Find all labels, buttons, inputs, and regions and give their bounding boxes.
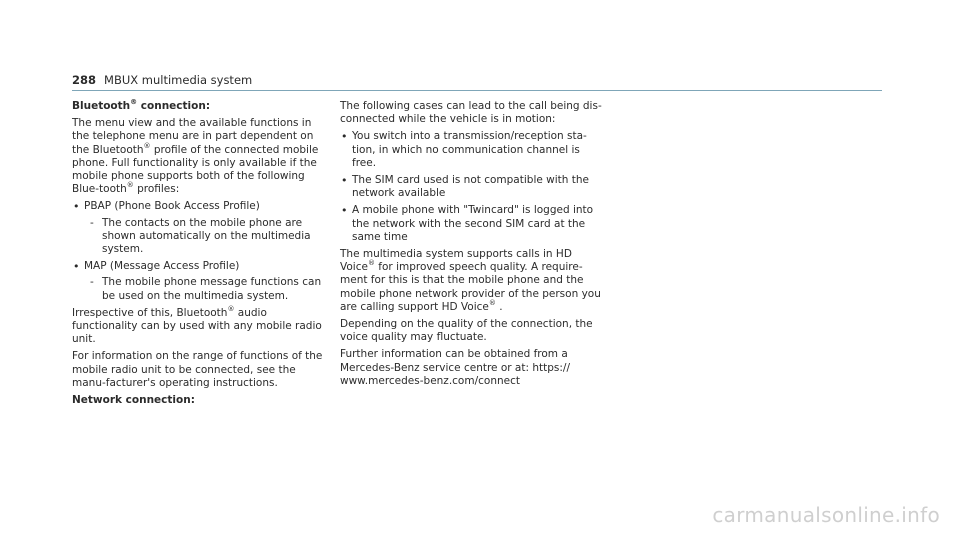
page-header bbox=[72, 73, 252, 87]
watermark: carmanualsonline.info bbox=[712, 503, 940, 527]
list-item: • The SIM card used is not compatible with the network available bbox=[340, 174, 602, 200]
profile-list bbox=[72, 200, 324, 302]
left-column bbox=[72, 100, 324, 411]
list-item-detail: - The contacts on the mobile phone are shown automatically on the multimedia system. bbox=[84, 217, 324, 257]
section-title: MBUX multimedia system bbox=[104, 73, 253, 87]
range-paragraph: For information on the range of functions of the mobile radio unit to be connected, see the manu-facturer's operating instructions. bbox=[72, 350, 323, 389]
page-number: 288 bbox=[72, 73, 97, 87]
list-item: • You switch into a transmission/reception sta-tion, in which no communication channel is free. bbox=[340, 130, 602, 170]
list-item-detail: - The mobile phone message functions can be used on the multimedia system. bbox=[84, 276, 324, 302]
header-rule bbox=[72, 90, 882, 91]
bluetooth-heading: Bluetooth® connection: bbox=[72, 98, 211, 112]
quality-paragraph: Depending on the quality of the connection, the voice quality may fluctuate. bbox=[340, 318, 593, 344]
list-item: • A mobile phone with "Twincard" is logged into the network with the second SIM card at the same time bbox=[340, 204, 602, 244]
network-heading: Network connection: bbox=[72, 394, 195, 407]
disconnect-intro: The following cases can lead to the call being dis-connected while the vehicle is in motion: bbox=[340, 100, 602, 126]
list-item: • PBAP (Phone Book Access Profile) - The contacts on the mobile phone are shown automatically on the multimedia system. bbox=[72, 200, 324, 256]
bluetooth-paragraph: The menu view and the available functions in the telephone menu are in part dependent on the Bluetooth® profile of the connected mobile phone. Full functionality is only available if the mobile phone supports both of the following Blue-tooth® profiles: bbox=[72, 117, 319, 196]
further-info-paragraph: Further information can be obtained from a Mercedes-Benz service centre or at: https:// www.mercedes-benz.com/connect bbox=[340, 348, 570, 387]
hd-voice-paragraph: The multimedia system supports calls in HD Voice® for improved speech quality. A require-ment for this is that the mobile phone and the mobile phone network provider of the person you are calling support HD Voice® . bbox=[340, 248, 601, 313]
audio-paragraph: Irrespective of this, Bluetooth® audio functionality can by used with any mobile radio unit. bbox=[72, 304, 322, 346]
case-list bbox=[340, 130, 602, 244]
right-column bbox=[340, 100, 602, 392]
list-item: • MAP (Message Access Profile) - The mobile phone message functions can be used on the multimedia system. bbox=[72, 260, 324, 303]
